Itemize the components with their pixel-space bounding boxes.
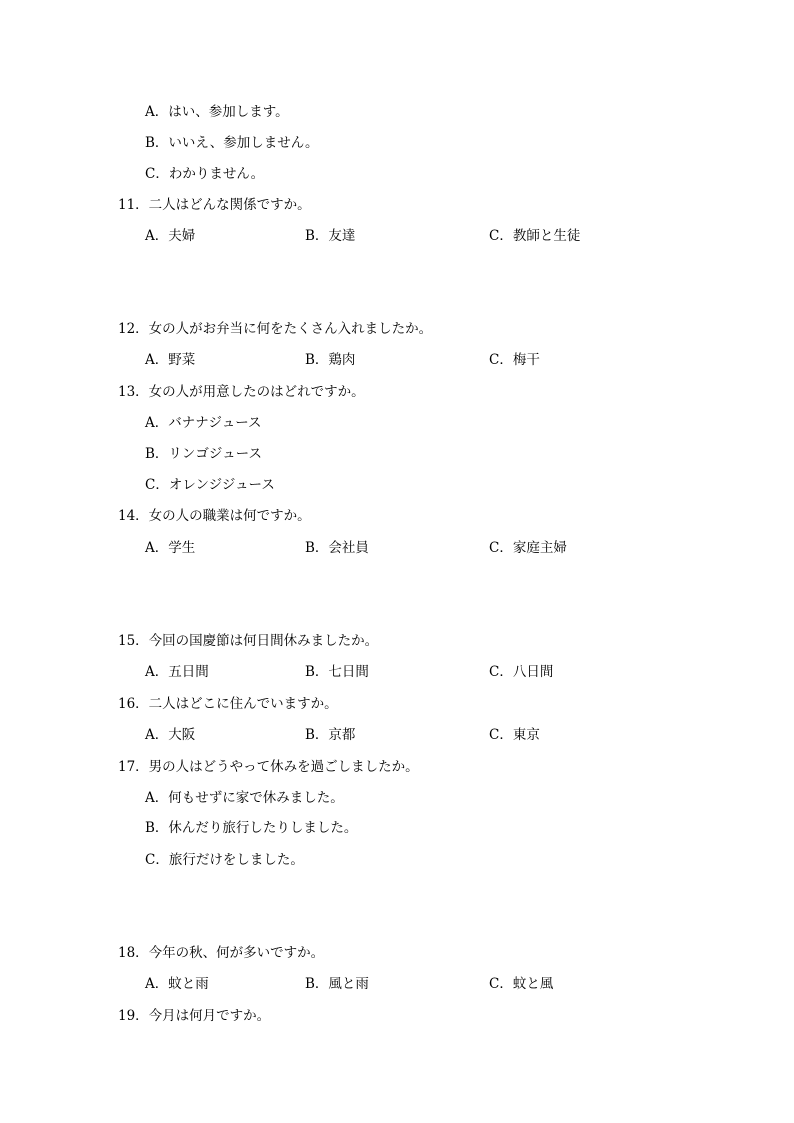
- question-16: 16．二人はどこに住んでいますか。: [118, 696, 338, 712]
- question-14: 14．女の人の職業は何ですか。: [118, 508, 311, 524]
- question-13-option-b: B．リンゴジュース: [145, 446, 262, 462]
- question-16-option-a: A．大阪: [145, 727, 196, 743]
- option-c: C．わかりません。: [145, 166, 265, 182]
- option-a: A．はい、参加します。: [145, 104, 289, 120]
- question-13: 13．女の人が用意したのはどれですか。: [118, 384, 365, 400]
- question-11-option-b: B．友達: [305, 228, 356, 244]
- question-15-option-a: A．五日間: [145, 664, 209, 680]
- question-12-option-a: A．野菜: [145, 352, 196, 368]
- question-15-option-c: C．八日間: [489, 664, 554, 680]
- question-12-option-c: C．梅干: [489, 352, 540, 368]
- question-16-option-b: B．京都: [305, 727, 356, 743]
- question-16-option-c: C．東京: [489, 727, 540, 743]
- question-13-option-a: A．バナナジュース: [145, 415, 262, 431]
- question-17-option-c: C．旅行だけをしました。: [145, 852, 304, 868]
- question-12-option-b: B．鶏肉: [305, 352, 356, 368]
- option-b: B．いいえ、参加しません。: [145, 135, 319, 151]
- question-11-option-a: A．夫婦: [145, 228, 196, 244]
- question-14-option-b: B．会社員: [305, 540, 369, 556]
- question-17-option-a: A．何もせずに家で休みました。: [145, 790, 344, 806]
- question-18-option-b: B．風と雨: [305, 976, 369, 992]
- question-14-option-a: A．学生: [145, 540, 196, 556]
- question-18-option-c: C．蚊と風: [489, 976, 554, 992]
- question-18-option-a: A．蚊と雨: [145, 976, 209, 992]
- question-15-option-b: B．七日間: [305, 664, 369, 680]
- question-12: 12．女の人がお弁当に何をたくさん入れましたか。: [118, 321, 433, 337]
- question-19: 19．今月は何月ですか。: [118, 1008, 271, 1024]
- question-17-option-b: B．休んだり旅行したりしました。: [145, 820, 358, 836]
- question-11: 11．二人はどんな関係ですか。: [118, 197, 311, 213]
- question-11-option-c: C．教師と生徒: [489, 228, 581, 244]
- question-14-option-c: C．家庭主婦: [489, 540, 567, 556]
- question-17: 17．男の人はどうやって休みを過ごしましたか。: [118, 759, 419, 775]
- question-18: 18．今年の秋、何が多いですか。: [118, 945, 325, 961]
- question-13-option-c: C．オレンジジュース: [145, 477, 275, 493]
- question-15: 15．今回の国慶節は何日間休みましたか。: [118, 633, 379, 649]
